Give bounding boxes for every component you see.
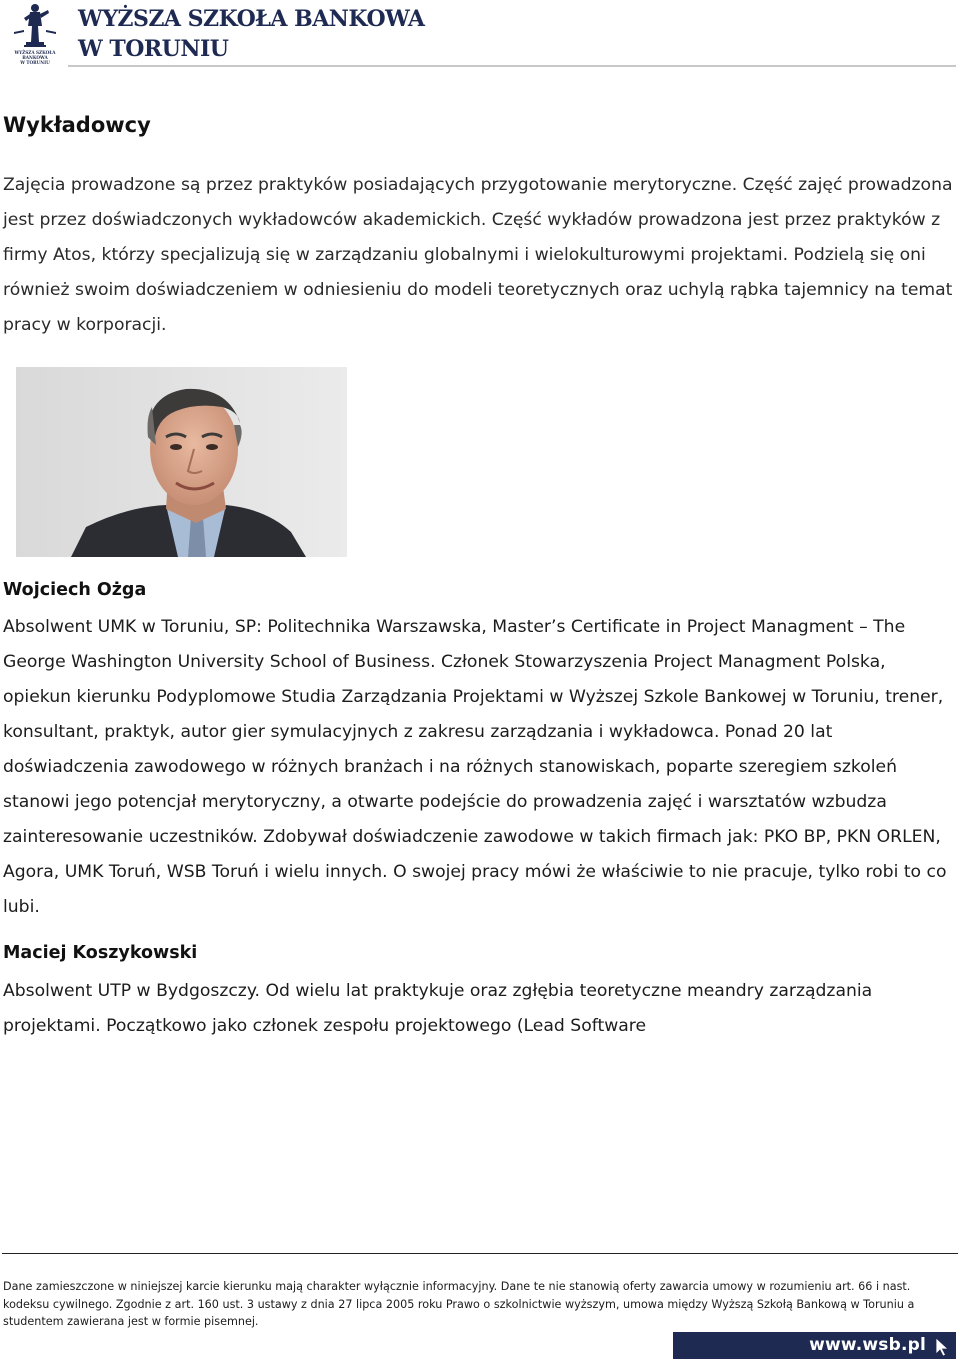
header-divider — [68, 65, 956, 67]
logo-caption-line1: WYŻSZA SZKOŁA BANKOWA — [14, 50, 56, 60]
logo-caption-line2: W TORUNIU — [20, 60, 50, 65]
page-header — [0, 0, 960, 68]
website-link[interactable]: www.wsb.pl — [809, 1335, 926, 1355]
lecturer-photo — [16, 367, 347, 557]
page-title: Wykładowcy — [3, 113, 151, 137]
lecturer-bio: Absolwent UMK w Toruniu, SP: Politechnika Warszawska, Master’s Certificate in Project Managment – The George Washington University School of Business. Członek Stowarzyszenia Project Managment Polska, opiekun kierunku Podyplomowe Studia Zarządzania Projektami w Wyższej Szkole Bankowej w Toruniu, trener, konsultant, praktyk, autor gier symulacyjnych z zakresu zarządzania i wykładowca. Ponad 20 lat doświadczenia zawodowego w różnych branżach i na różnych stanowiskach, poparte szeregiem szkoleń stanowi jego potencjał merytoryczny, a otwarte podejście do prowadzenia zajęć i warsztatów wzbudza zainteresowanie uczestników. Zdobywał doświadczenie zawodowe w takich firmach jak: PKO BP, PKN ORLEN, Agora, UMK Toruń, WSB Toruń i wielu innych. O swojej pracy mówi że właściwie to nie pracuje, tylko robi to co lubi. — [3, 617, 947, 917]
logo-caption — [4, 50, 66, 65]
lecturer-name: Wojciech Ożga — [3, 580, 147, 600]
intro-paragraph: Zajęcia prowadzone są przez praktyków posiadających przygotowanie merytoryczne. Część zajęć prowadzona jest przez doświadczonych wykładowców akademickich. Część wykładów prowadzona jest przez praktyków z firmy Atos, którzy specjalizują się w zarządzaniu globalnymi i wielokulturowymi projektami. Podzielą się oni również swoim doświadczeniem w odniesieniu do modeli teoretycznych oraz uchylą rąbka tajemnicy na temat pracy w korporacji. — [3, 175, 953, 335]
website-banner[interactable] — [673, 1332, 956, 1359]
school-name — [78, 4, 424, 64]
lecturer-bio: Absolwent UTP w Bydgoszczy. Od wielu lat praktykuje oraz zgłębia teoretyczne meandry zarządzania projektami. Początkowo jako członek zespołu projektowego (Lead Software — [3, 981, 873, 1036]
cursor-arrow-icon — [934, 1337, 950, 1357]
footer-disclaimer: Dane zamieszczone w niniejszej karcie kierunku mają charakter wyłącznie informacyjny. Dane te nie stanowią oferty zawarcia umowy w rozumieniu art. 66 i nast. kodeksu cywilnego. Zgodnie z art. 160 ust. 3 ustawy z dnia 27 lipca 2005 roku Prawo o szkolnictwie wyższym, umowa między Wyższą Szkołą Bankową w Toruniu a studentem zawierana jest w formie pisemnej. — [3, 1280, 915, 1328]
school-name-line2: W TORUNIU — [78, 36, 229, 62]
school-name-line1: WYŻSZA SZKOŁA BANKOWA — [78, 6, 425, 32]
lecturer-name: Maciej Koszykowski — [3, 943, 198, 963]
footer-divider — [2, 1253, 958, 1254]
